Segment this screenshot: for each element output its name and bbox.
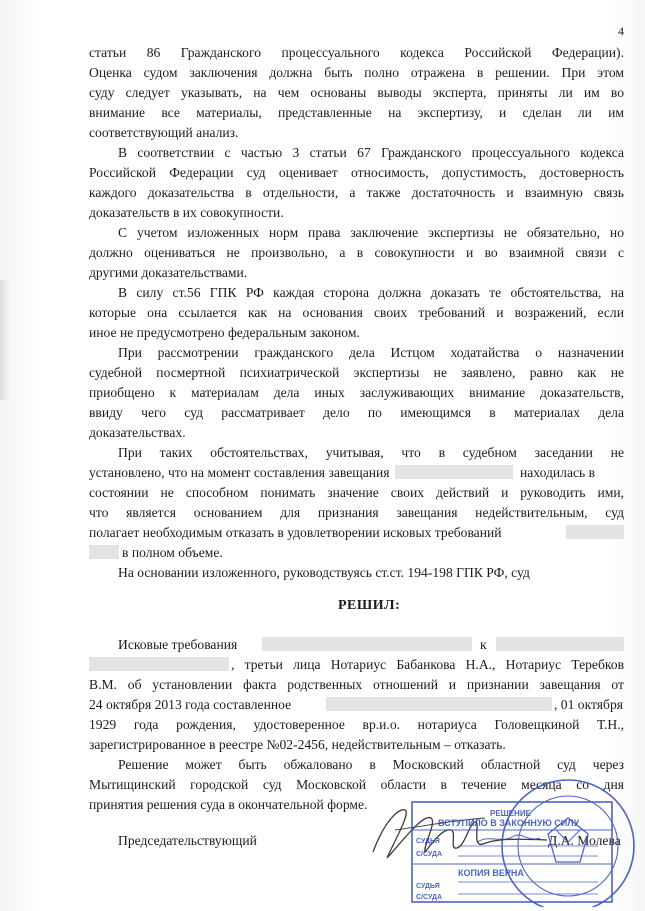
text-line: На основании изложенного, руководствуясь ст.ст. 194-198 ГПК РФ, суд (118, 565, 530, 580)
stamp-header: РЕШЕНИЕ (490, 809, 531, 818)
text-line: другими доказательствами. (89, 265, 248, 280)
text-line: внимание все материалы, представленные на экспертизу, и сделан ли им (89, 105, 624, 120)
text-line: суду следует указывать, на чем основаны выводы эксперта, приняты ли им во (89, 85, 624, 100)
stamp-banner: ВСТУПИЛО В ЗАКОННУЮ СИЛУ (438, 818, 580, 828)
text-line: Решение может быть обжаловано в Московский областной суд через (118, 757, 624, 772)
stamp-row: СУДЬЯ (416, 838, 440, 845)
text-line: В силу ст.56 ГПК РФ каждая сторона должна доказать те обстоятельства, на (118, 285, 624, 300)
text-line: что является основанием для признания завещания недействительным, суд (89, 505, 624, 520)
stamp-row: С/СУДА (416, 894, 443, 901)
text-line: , 01 октября (554, 697, 623, 712)
text-line: Исковые требования (118, 637, 238, 652)
text-line: судебной посмертной психиатрической экспертизы не заявлено, равно как не (89, 365, 624, 380)
text-line: иное не предусмотрено федеральным законом. (89, 325, 360, 340)
text-line: зарегистрированное в реестре №02-2456, недействительным – отказать. (89, 737, 506, 752)
stamp-row: С/СУДА (416, 851, 443, 858)
text-line: принятия решения суда в окончательной форме. (89, 797, 368, 812)
text-line: доказательств в их совокупности. (89, 205, 284, 220)
text-line: каждого доказательства в отдельности, а также достаточность и взаимную связь (89, 185, 624, 200)
court-stamp (398, 772, 638, 907)
text-line: установлено, что на момент составления завещания (89, 465, 390, 480)
text-line: статьи 86 Гражданского процессуального кодекса Российской Федерации). (89, 45, 624, 60)
stamp-banner: КОПИЯ ВЕРНА (458, 868, 524, 878)
text-line: ввиду чего суд рассматривает дело по имеющимся в материалах дела (89, 405, 624, 420)
text-line: В соответствии с частью 3 статьи 67 Гражданского процессуального кодекса (118, 145, 624, 160)
redacted-name (89, 657, 229, 671)
redacted-name (326, 697, 552, 711)
text-line: Оценка судом заключения должна быть полно отражена в решении. При этом (89, 65, 624, 80)
redacted-name (566, 525, 624, 539)
text-line: доказательствах. (89, 425, 186, 440)
redacted-name (262, 637, 472, 651)
text-line: , третьи лица Нотариус Бабанкова Н.А., Нотариус Теребков (231, 657, 624, 672)
judge-name: Д.А. Молева (548, 833, 621, 848)
text-line: в полном объеме. (122, 545, 223, 560)
text-line: соответствующий анализ. (89, 125, 239, 140)
text-line: состоянии не способном понимать значение своих действий и руководить ими, (89, 485, 624, 500)
text-line: находилась в (520, 465, 596, 480)
page-number: 4 (618, 24, 624, 38)
text-line: к (480, 637, 487, 652)
text-line: В.М. об установлении факта родственных отношений и признании завещания от (89, 677, 624, 692)
stamp-row: СУДЬЯ (416, 883, 440, 890)
redacted-name (496, 637, 624, 651)
text-line: 1929 года рождения, удостоверенное вр.и.о. нотариуса Головещкиной Т.Н., (89, 717, 624, 732)
text-line: Российской Федерации суд оценивает относимость, допустимость, достоверность (89, 165, 624, 180)
signature-title: Председательствующий (118, 833, 257, 848)
text-line: 24 октября 2013 года составленное (89, 697, 292, 712)
text-line: полагает необходимым отказать в удовлетворении исковых требований (89, 525, 502, 540)
redacted-name (395, 465, 513, 479)
decision-heading: РЕШИЛ: (338, 598, 401, 613)
text-line: При таких обстоятельствах, учитывая, что в судебном заседании не (118, 445, 624, 460)
text-line: приобщено к материалам дела иных заслуживающих внимание доказательств, (89, 385, 624, 400)
text-line: Мытищинский городской суд Московской области в течение месяца со дня (89, 777, 624, 792)
redacted-name (89, 545, 119, 559)
scan-edge-shadow (0, 280, 12, 400)
text-line: С учетом изложенных норм права заключение экспертизы не обязательно, но (118, 225, 624, 240)
text-line: которые она ссылается как на основания своих требований и возражений, если (89, 305, 624, 320)
text-line: должно оцениваться не произвольно, а в совокупности и во взаимной связи с (89, 245, 624, 260)
text-line: При рассмотрении гражданского дела Истцом ходатайства о назначении (118, 345, 624, 360)
